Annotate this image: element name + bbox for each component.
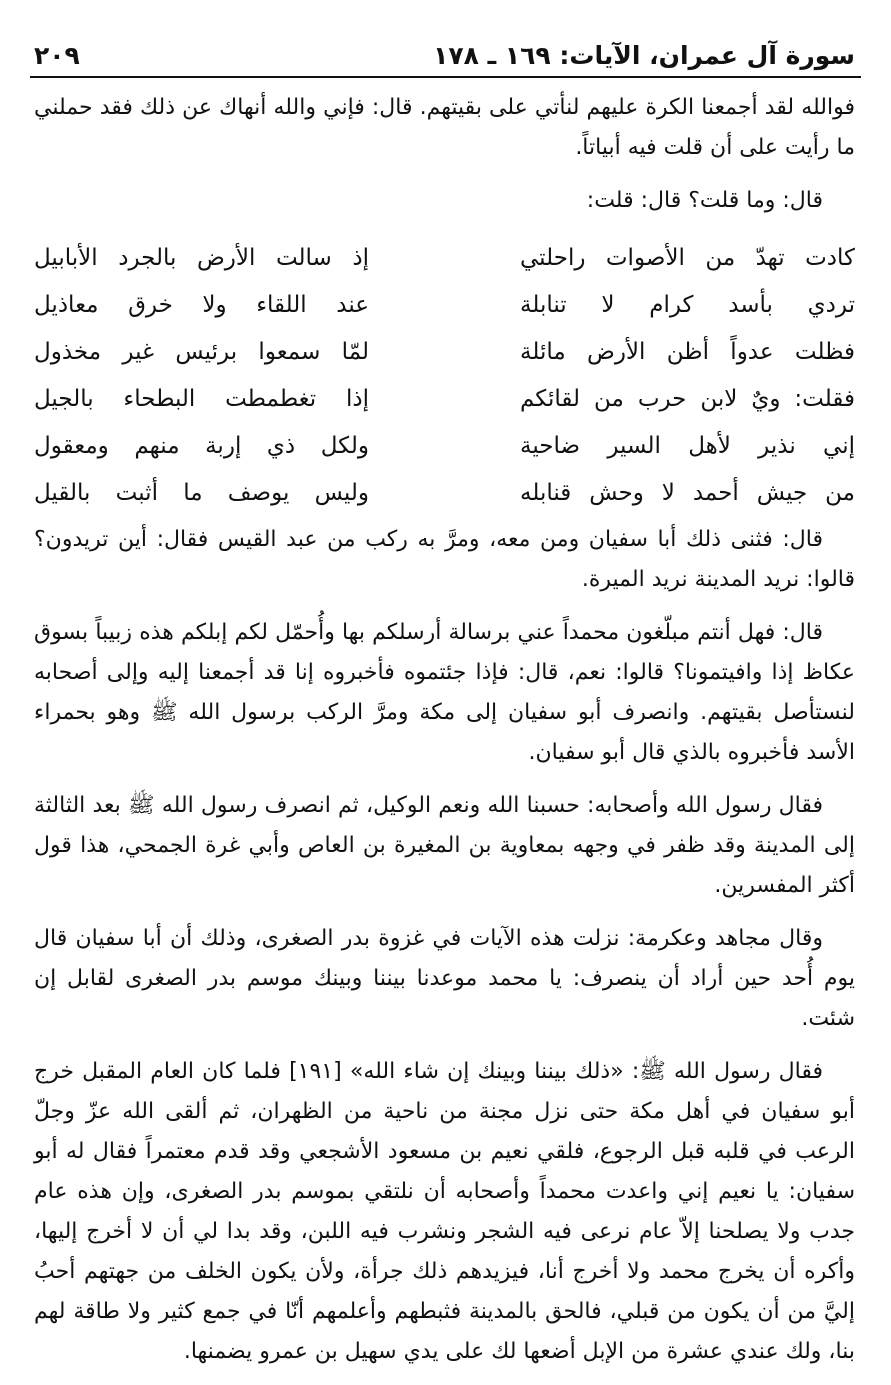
paragraph: قال: وما قلت؟ قال: قلت:: [586, 188, 823, 213]
verse-first-hemistich: كادت تهدّ من الأصوات راحلتي: [520, 244, 855, 271]
verse-second-hemistich: إذ سالت الأرض بالجرد الأبابيل: [34, 244, 369, 271]
paragraph: قال: فهل أنتم مبلّغون محمداً عني برسالة أرسلكم بها وأُحمّل لكم إبلكم هذه زبيباً بسوق عكاظ إذا وافيتمونا؟ قالوا: نعم، قال: فإذا جئتموه فأخبروه إنا قد أجمعنا إليه وإلى أصحابه لنستأصل بقيتهم. وانصرف أبو سفيان إلى مكة ومرَّ الركب برسول الله ﷺ وهو بحمراء الأسد فأخبروه بالذي قال أبو سفيان.: [34, 620, 855, 765]
paragraph: وقال مجاهد وعكرمة: نزلت هذه الآيات في غزوة بدر الصغرى، وذلك أن أبا سفيان قال يوم أُحد حين أراد أن ينصرف: يا محمد موعدنا بيننا وبينك موسم بدر الصغرى لقابل إن شئت.: [34, 926, 855, 1031]
page-header: [34, 30, 855, 70]
verse-first-hemistich: تردي بأسد كرام لا تنابلة: [520, 291, 855, 318]
paragraph: فقال رسول الله وأصحابه: حسبنا الله ونعم الوكيل، ثم انصرف رسول الله ﷺ بعد الثالثة إلى المدينة وقد ظفر في وجهه بمعاوية بن المغيرة بن العاص وأبي غرة الجمحي، هذا قول أكثر المفسرين.: [34, 793, 855, 898]
paragraph: قال: فثنى ذلك أبا سفيان ومن معه، ومرَّ به ركب من عبد القيس فقال: أين تريدون؟ قالوا: نريد المدينة نريد الميرة.: [34, 527, 855, 592]
verse-first-hemistich: من جيش أحمد لا وحش قنابله: [520, 479, 855, 506]
verse-second-hemistich: عند اللقاء ولا خرق معاذيل: [34, 291, 369, 318]
verse-second-hemistich: إذا تغطمطت البطحاء بالجيل: [34, 385, 369, 412]
verse-second-hemistich: ولكل ذي إربة منهم ومعقول: [34, 432, 369, 459]
page-body: [34, 88, 855, 1385]
header-rule: [30, 76, 861, 78]
poem: [34, 234, 855, 516]
verse-second-hemistich: وليس يوصف ما أثبت بالقيل: [34, 479, 369, 506]
verse-second-hemistich: لمّا سمعوا برئيس غير مخذول: [34, 338, 369, 365]
verse-first-hemistich: إني نذير لأهل السير ضاحية: [520, 432, 855, 459]
poem-verse: [34, 422, 855, 469]
page-number: ٢٠٩: [34, 41, 80, 70]
paragraph: فوالله لقد أجمعنا الكرة عليهم لنأتي على بقيتهم. قال: فإني والله أنهاك عن ذلك فقد حملني ما رأيت على أن قلت فيه أبياتاً.: [34, 95, 855, 160]
poem-verse: [34, 281, 855, 328]
poem-verse: [34, 328, 855, 375]
running-title: سورة آل عمران، الآيات: ١٦٩ ـ ١٧٨: [433, 41, 855, 70]
paragraph: فقال رسول الله ﷺ: «ذلك بيننا وبينك إن شاء الله» [١٩١] فلما كان العام المقبل خرج أبو سفيان في أهل مكة حتى نزل مجنة من ناحية من الظهران، ثم ألقى الله عزّ وجلّ الرعب في قلبه قبل الرجوع، فلقي نعيم بن مسعود الأشجعي وقد قدم معتمراً فقال له أبو سفيان: يا نعيم إني واعدت محمداً وأصحابه أن نلتقي بموسم بدر الصغرى، وإن هذه عام جدب ولا يصلحنا إلاّ عام نرعى فيه الشجر ونشرب فيه اللبن، وقد بدا لي أن لا أخرج إليها، وأكره أن يخرج محمد ولا أخرج أنا، فيزيدهم ذلك جرأة، ولأن يكون الخلف من جهتهم أحبُ إليَّ من أن يكون من قبلي، فالحق بالمدينة فثبطهم وأعلمهم أنّا في جمع كثير ولا طاقة لهم بنا، ولك عندي عشرة من الإبل أضعها لك على يدي سهيل بن عمرو يضمنها.: [34, 1059, 855, 1364]
poem-verse: [34, 469, 855, 516]
poem-verse: [34, 375, 855, 422]
poem-verse: [34, 234, 855, 281]
verse-first-hemistich: فقلت: ويٌ لابن حرب من لقائكم: [520, 385, 855, 412]
verse-first-hemistich: فظلت عدواً أظن الأرض مائلة: [520, 338, 855, 365]
